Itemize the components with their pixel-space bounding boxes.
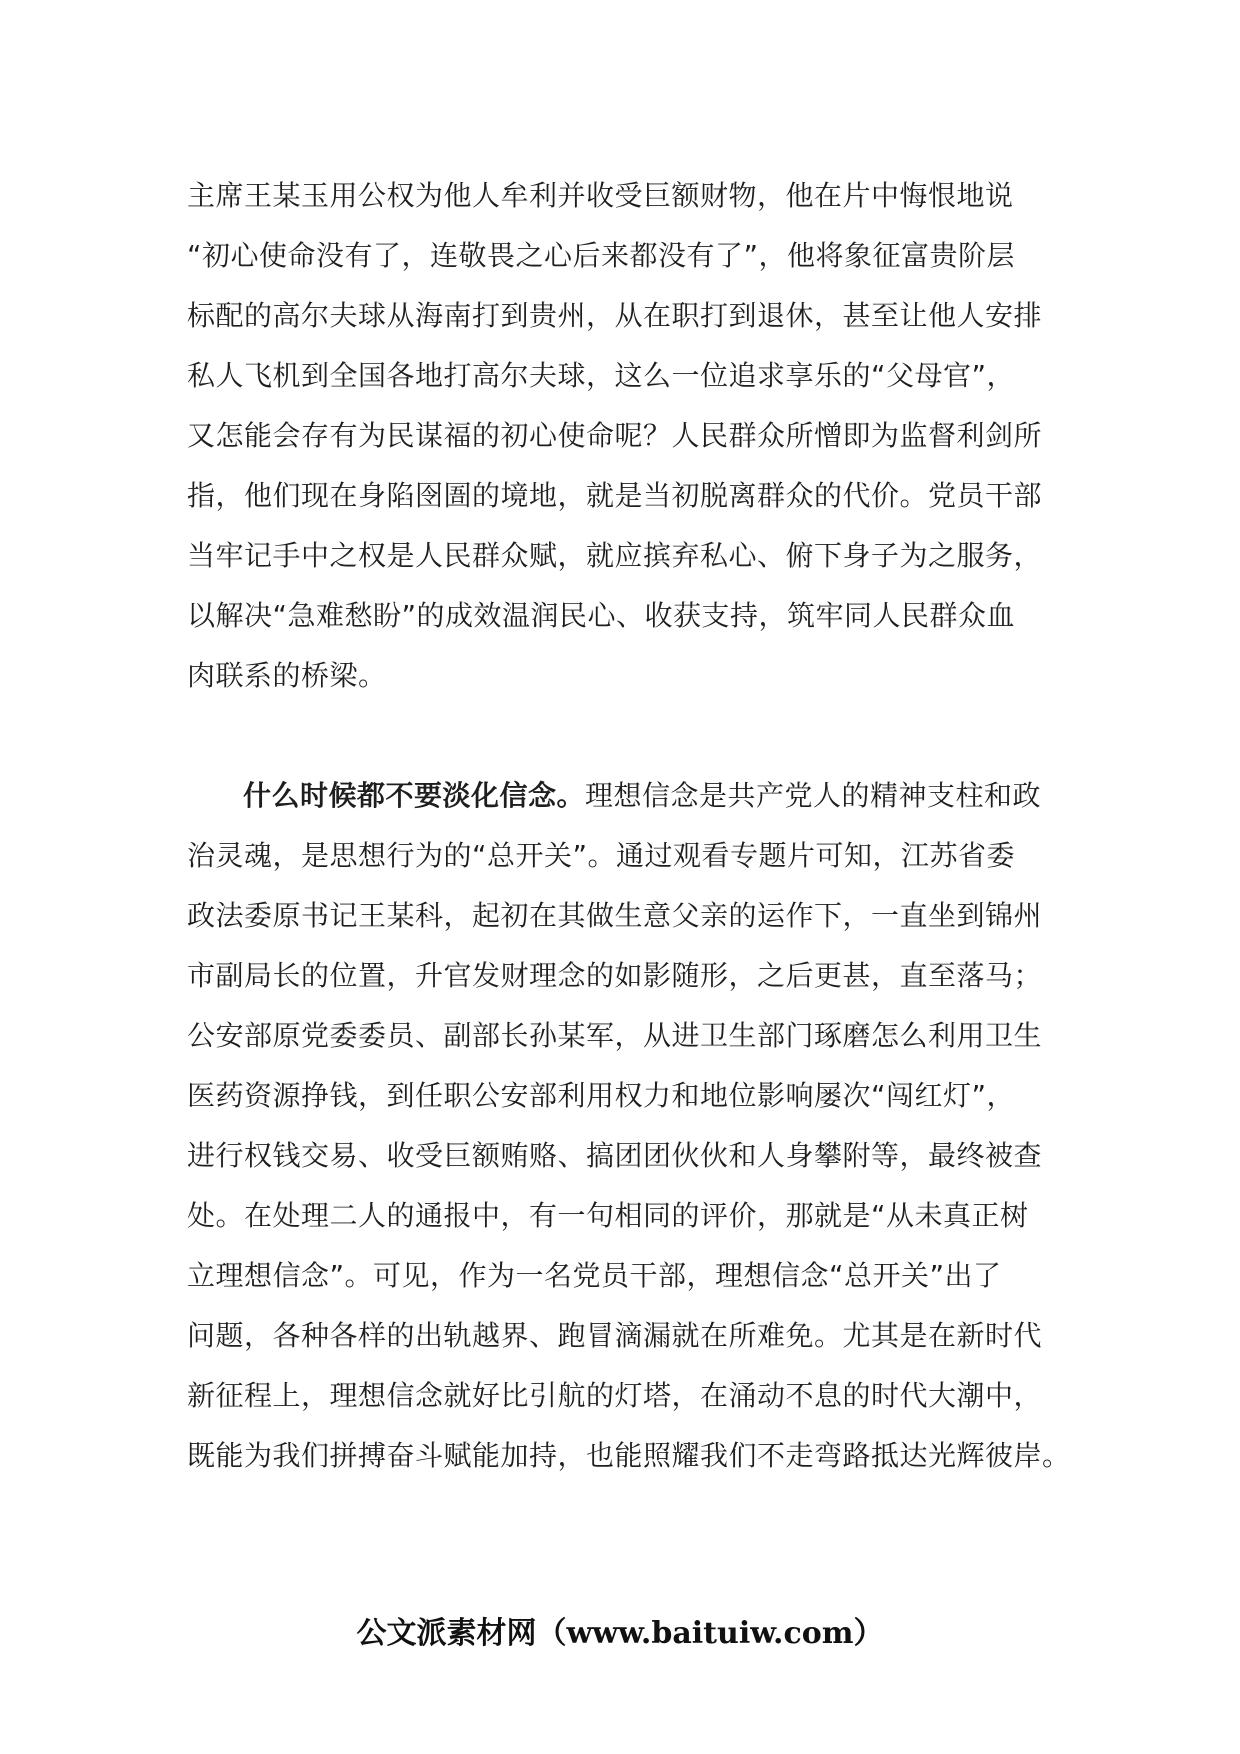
- text-line: 当牢记手中之权是人民群众赋，就应摈弃私心、俯下身子为之服务，: [187, 539, 1043, 572]
- text-line: 以解决“急难愁盼”的成效温润民心、收获支持，筑牢同人民群众血: [187, 599, 1016, 632]
- text-line: 私人飞机到全国各地打高尔夫球，这么一位追求享乐的“父母官”，: [187, 359, 1016, 392]
- text-line: 处。在处理二人的通报中，有一句相同的评价，那就是“从未真正树: [187, 1199, 1029, 1232]
- paragraph-heading: 什么时候都不要淡化信念。: [243, 779, 586, 812]
- text-line: “初心使命没有了，连敬畏之心后来都没有了”，他将象征富贵阶层: [187, 239, 1016, 272]
- text-line: 又怎能会存有为民谋福的初心使命呢？人民群众所憎即为监督利剑所: [187, 419, 1043, 452]
- paragraph-first-line-text: 理想信念是共产党人的精神支柱和政: [585, 779, 1042, 812]
- text-line: 政法委原书记王某科，起初在其做生意父亲的运作下，一直坐到锦州: [187, 899, 1043, 932]
- paragraph-first-line: [243, 776, 1041, 816]
- text-line: 进行权钱交易、收受巨额贿赂、搞团团伙伙和人身攀附等，最终被查: [187, 1139, 1043, 1172]
- text-line: 市副局长的位置，升官发财理念的如影随形，之后更甚，直至落马；: [187, 959, 1043, 992]
- text-line: 主席王某玉用公权为他人牟利并收受巨额财物，他在片中悔恨地说: [187, 179, 1014, 212]
- text-line: 公安部原党委委员、副部长孙某军，从进卫生部门琢磨怎么利用卫生: [187, 1019, 1043, 1052]
- text-line: 治灵魂，是思想行为的“总开关”。通过观看专题片可知，江苏省委: [187, 839, 1016, 872]
- text-line: 立理想信念”。可见，作为一名党员干部，理想信念“总开关”出了: [187, 1259, 1002, 1292]
- footer-source: 公文派素材网（www.baituiw.com）: [356, 1616, 884, 1651]
- text-line: 指，他们现在身陷囹圄的境地，就是当初脱离群众的代价。党员干部: [187, 479, 1043, 512]
- text-line: 新征程上，理想信念就好比引航的灯塔，在涌动不息的时代大潮中，: [187, 1379, 1043, 1412]
- text-line: 医药资源挣钱，到任职公安部利用权力和地位影响屡次“闯红灯”，: [187, 1079, 1016, 1112]
- text-line: 问题，各种各样的出轨越界、跑冒滴漏就在所难免。尤其是在新时代: [187, 1319, 1043, 1352]
- text-line: 标配的高尔夫球从海南打到贵州，从在职打到退休，甚至让他人安排: [187, 299, 1043, 332]
- text-line: 既能为我们拼搏奋斗赋能加持，也能照耀我们不走弯路抵达光辉彼岸。: [187, 1439, 1071, 1472]
- text-line: 肉联系的桥梁。: [187, 659, 387, 692]
